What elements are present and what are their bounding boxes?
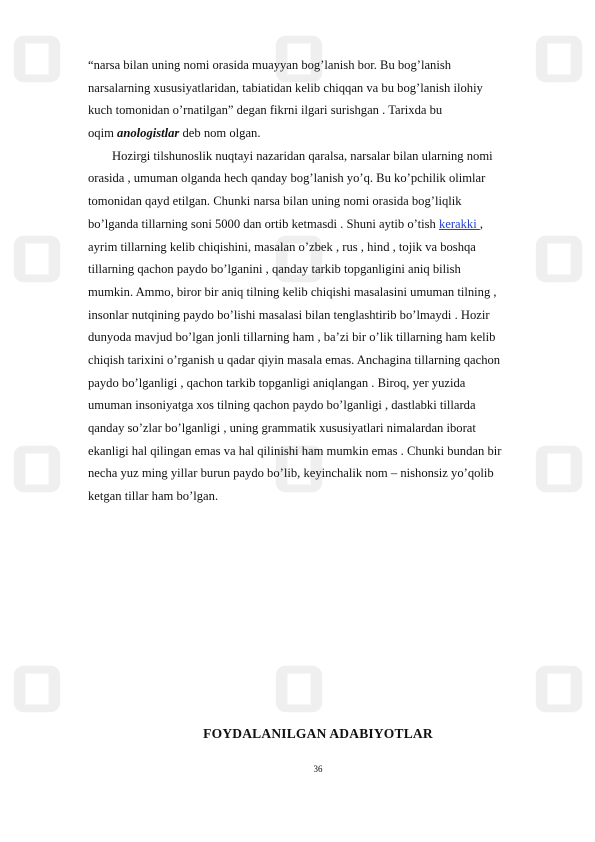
- paragraph-line: “narsa bilan uning nomi orasida muayyan bog’lanish bor. Bu bog’lanish: [88, 58, 452, 72]
- body-text: [88, 54, 548, 508]
- references-heading: FOYDALANILGAN ADABIYOTLAR: [203, 726, 433, 741]
- line-text: bo’lganda tillarning soni 5000 dan ortib ketmasdi . Shuni aytib o’tish: [88, 216, 439, 231]
- paragraph-line: umuman insoniyatga xos tilning qachon paydo bo’lganligi , dastlabki tillarda: [88, 398, 476, 413]
- paragraph-line: ekanligi hal qilingan emas va hal qilinishi ham mumkin emas . Chunki bundan bir: [88, 443, 502, 458]
- paragraph-line: chiqish tarixini o’rganish u qadar qiyin masala emas. Anchagina tillarning qachon: [88, 352, 501, 367]
- paragraph-line: narsalarning xususiyatlaridan, tabiatidan kelib chiqqan va bu bog’lanish ilohiy: [88, 80, 483, 95]
- line-text: ,: [479, 216, 484, 231]
- line-text: oqim: [88, 126, 118, 141]
- paragraph-line: kuch tomonidan o’rnatilgan” degan fikrni ilgari surishgan . Tarixda bu: [88, 103, 443, 118]
- paragraph-line: tomonidan qayd etilgan. Chunki narsa bilan uning nomi orasida bog’liqlik: [88, 194, 462, 209]
- paragraph-line: tillarning qachon paydo bo’lganini , qanday tarkib topganligini aniq bilish: [88, 262, 461, 277]
- paragraph-line: mumkin. Ammo, biror bir aniq tilning kelib chiqishi masalasini umuman tilning ,: [88, 284, 497, 299]
- paragraph-line: insonlar nutqining paydo bo’lishi masalasi bilan tenglashtirib bo’lmaydi . Hozir: [88, 307, 490, 322]
- emphasized-term: anologistlar: [117, 126, 180, 141]
- paragraph-line: [88, 213, 548, 236]
- paragraph-line: dunyoda mavjud bo’lgan jonli tillarning ham , ba’zi bir o’lik tillarning ham kelib: [88, 330, 496, 345]
- paragraph-line: [88, 122, 548, 145]
- paragraph-line: qanday so’zlar bo’lganligi , uning grammatik xususiyatlari nimalardan iborat: [88, 421, 476, 435]
- kerakki-link[interactable]: kerakki: [438, 216, 480, 231]
- line-text: deb nom olgan.: [179, 126, 261, 141]
- paragraph-line: ketgan tillar ham bo’lgan.: [88, 489, 219, 504]
- paragraph-line: ayrim tillarning kelib chiqishini, masalan o’zbek , rus , hind , tojik va boshqa: [88, 239, 476, 254]
- paragraph-line: Hozirgi tilshunoslik nuqtayi nazaridan qaralsa, narsalar bilan ularning nomi: [112, 148, 493, 163]
- paragraph-line: necha yuz ming yillar burun paydo bo’lib, keyinchalik nom – nishonsiz yo’qolib: [88, 466, 494, 481]
- paragraph-line: paydo bo’lganligi , qachon tarkib topganligi aniqlangan . Biroq, yer yuzida: [88, 375, 466, 390]
- paragraph-line: orasida , umuman olganda hech qanday bog’lanish yo’q. Bu ko’pchilik olimlar: [88, 171, 486, 186]
- page-number: 36: [313, 764, 323, 774]
